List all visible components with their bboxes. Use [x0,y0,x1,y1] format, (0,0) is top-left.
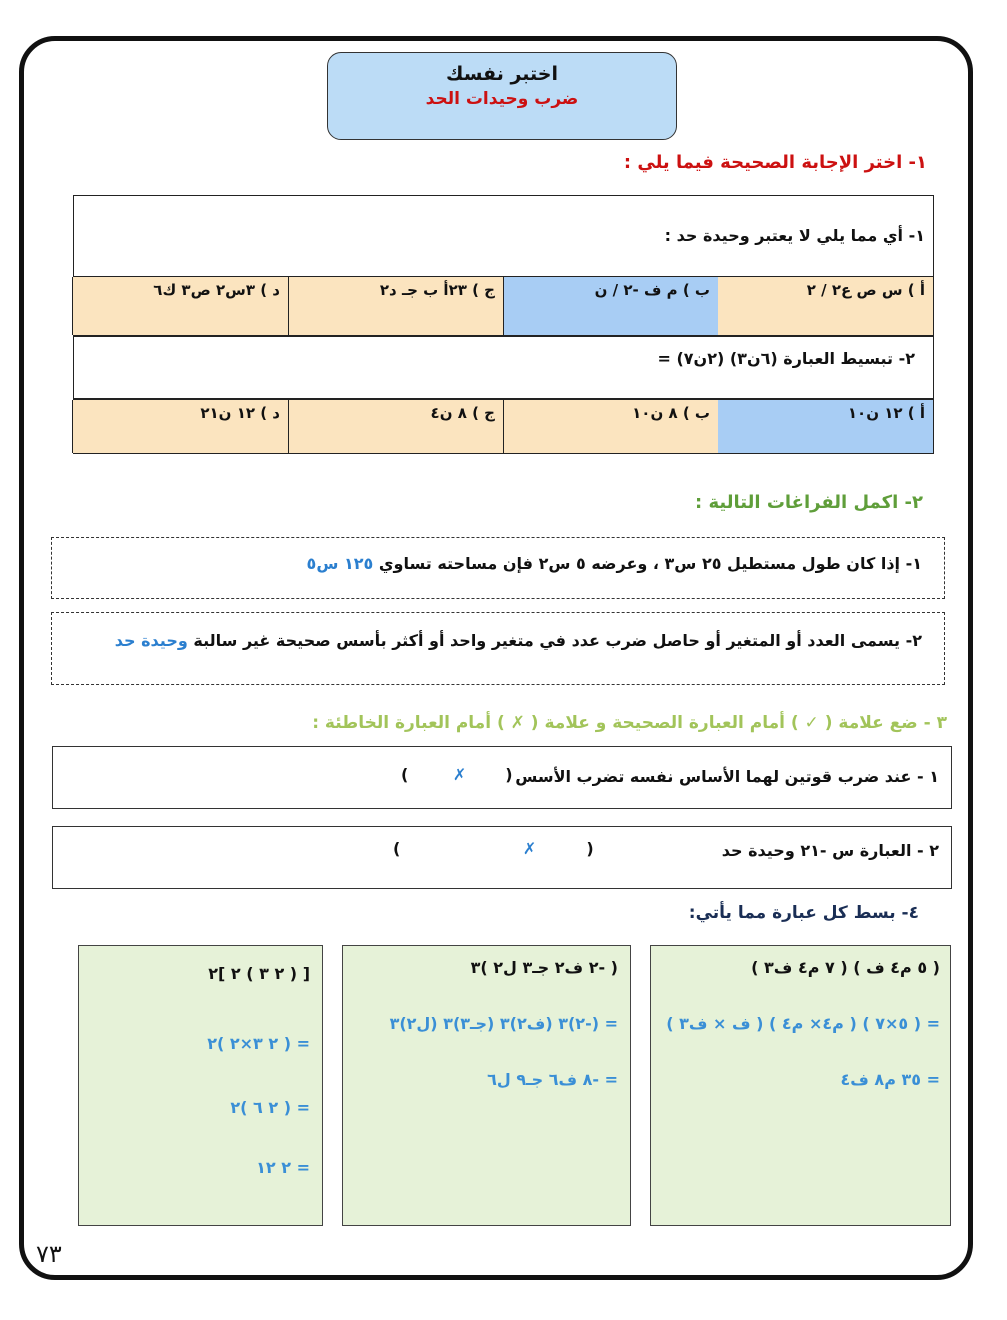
fill-item-1 [307,554,922,573]
fill-item-2 [115,631,922,650]
q2-options-row [74,399,933,453]
fill-item-2-text: ٢- يسمى العدد أو المتغير أو حاصل ضرب عدد في متغير واحد أو أكثر بأسس صحيحة غير سالبة [193,631,922,650]
q1-row [74,196,933,276]
simplify-box-3 [78,945,323,1226]
fill-item-2-box [51,612,945,685]
tf-item-1-text: ١ - عند ضرب قوتين لهما الأساس نفسه تضرب الأسس [515,767,939,786]
cross-icon: ✗ [522,839,537,858]
tf-item-1-mark-box[interactable]: ( ✗ ) [401,765,513,784]
page-number: ٧٣ [36,1240,62,1268]
page-title: اختبر نفسك [446,63,558,85]
q1-option-d[interactable]: د ) ٣س٢ ص٣ ك٦ [72,277,288,335]
section2-heading: ٢- اكمل الفراغات التالية : [695,492,923,513]
section4-heading: ٤- بسط كل عبارة مما يأتي: [688,903,919,923]
title-box [327,52,677,140]
q1-options-row [74,276,933,336]
q2-option-a[interactable]: أ ) ١٢ ن١٠ [718,400,933,453]
q2-option-b[interactable]: ب ) ٨ ن١٠ [503,400,718,453]
q1-text: ١- أي مما يلي لا يعتبر وحيدة حد : [664,226,925,245]
box2-expression: ( -٢ ف٢ جـ٣ ل٢ )٣ [470,958,618,977]
cross-icon: ✗ [452,765,467,784]
box3-expression: [ ( ٢ ٣ ) ٢ ]٢ [208,964,310,983]
q2-text: ٢- تبسيط العبارة (٦ن٣) (٢ن٧) = [657,349,915,368]
tf-item-2-text: ٢ - العبارة س -٢١ وحيدة حد [721,841,939,860]
simplify-box-2 [342,945,631,1226]
tf-item-2-mark-box[interactable]: ( ✗ ) [393,839,594,858]
box1-expression: ( ٥ م٤ ف ) ( ٧ م٤ ف٣ ) [751,958,940,977]
mcq-table [73,195,934,454]
fill-item-1-answer: ١٢٥ س٥ [306,554,374,573]
box2-step1: = (-٢)٣ (ف٢)٣ (جـ٣)٣ (ل٢)٣ [389,1014,618,1033]
box1-step1: = ( ٥×٧ ) ( م٤× م٤ ) ( ف × ف٣ ) [666,1014,940,1033]
page-subtitle: ضرب وحيدات الحد [425,89,579,109]
box3-step3: = ٢ ١٢ [256,1158,310,1177]
section3-heading: ٣ - ضع علامة ( ✓ ) أمام العبارة الصحيحة و علامة ( ✗ ) أمام العبارة الخاطئة : [312,713,947,733]
fill-item-1-box [51,537,945,599]
tf-item-1-box [52,746,952,809]
box1-step2: = ٣٥ م٨ ف٤ [840,1070,940,1089]
q1-option-b[interactable]: ب ) م ف -٢ / ن [503,277,718,335]
fill-item-2-answer: وحيدة حد [114,631,188,650]
box3-step1: = ( ٢ ٣×٢ )٢ [207,1034,310,1053]
fill-item-1-text: ١- إذا كان طول مستطيل ٢٥ س٣ ، وعرضه ٥ س٢ فإن مساحته تساوي [378,554,922,573]
q2-option-c[interactable]: ج ) ٨ ن٤ [288,400,503,453]
q1-option-c[interactable]: ج ) ٢٣أ ب جـ د٢ [288,277,503,335]
tf-item-2-box [52,826,952,889]
q1-option-a[interactable]: أ ) س ص ع٢ / ٢ [718,277,933,335]
section1-heading: ١- اختر الإجابة الصحيحة فيما يلي : [623,152,927,173]
box3-step2: = ( ٢ ٦ )٢ [230,1098,310,1117]
q2-option-d[interactable]: د ) ١٢ ن٢١ [72,400,288,453]
q2-row [74,336,933,399]
simplify-box-1 [650,945,951,1226]
box2-step2: = -٨ ف٦ جـ٩ ل٦ [487,1070,618,1089]
